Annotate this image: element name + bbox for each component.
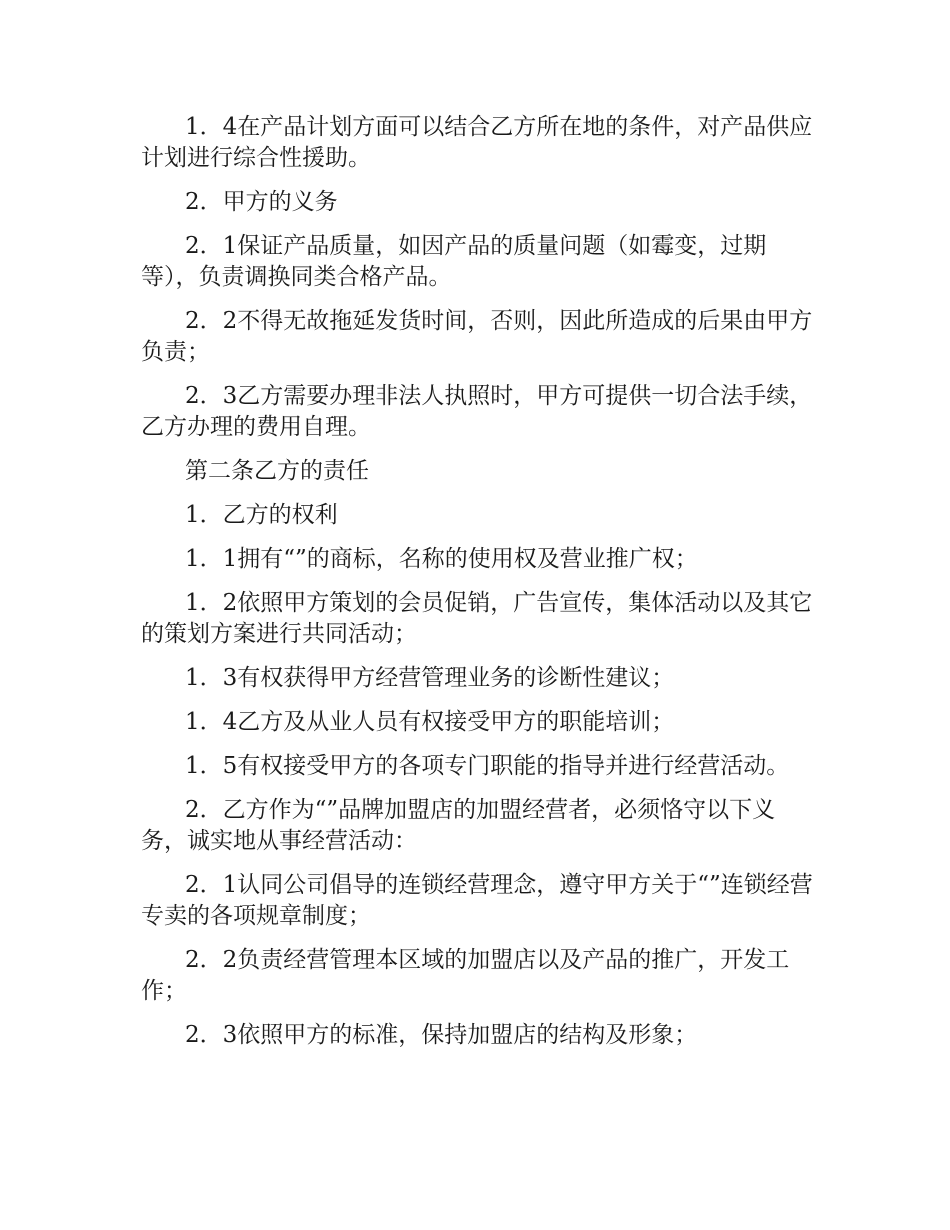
paragraph-1-1-trademark: 1．1拥有“”的商标，名称的使用权及营业推广权； <box>185 546 698 572</box>
document-body <box>141 112 821 1064</box>
paragraph-2-3-store-image: 2．3依照甲方的标准，保持加盟店的结构及形象； <box>185 1022 698 1048</box>
paragraph-1-2-promotion: 1．2依照甲方策划的会员促销，广告宣传，集体活动以及其它的策划方案进行共同活动； <box>141 590 813 647</box>
paragraph-2-3-license: 2．3乙方需要办理非法人执照时，甲方可提供一切合法手续，乙方办理的费用自理。 <box>141 383 813 440</box>
paragraph-2-2-management: 2．2负责经营管理本区域的加盟店以及产品的推广，开发工作； <box>141 947 790 1004</box>
paragraph-1-5-guidance: 1．5有权接受甲方的各项专门职能的指导并进行经营活动。 <box>185 753 790 779</box>
paragraph-article-2-heading: 第二条乙方的责任 <box>185 458 369 484</box>
paragraph-1-4-training: 1．4乙方及从业人员有权接受甲方的职能培训； <box>185 709 675 735</box>
paragraph-1-party-b-rights: 1．乙方的权利 <box>185 502 338 528</box>
paragraph-2-1-rules: 2．1认同公司倡导的连锁经营理念，遵守甲方关于“”连锁经营专卖的各项规章制度； <box>141 872 813 929</box>
paragraph-2-party-a-obligations: 2．甲方的义务 <box>185 189 338 215</box>
paragraph-1-3-advice: 1．3有权获得甲方经营管理业务的诊断性建议； <box>185 665 675 691</box>
paragraph-2-1-quality: 2．1保证产品质量，如因产品的质量问题（如霉变，过期等），负责调换同类合格产品。 <box>141 233 767 290</box>
paragraph-1-4-product-plan: 1．4在产品计划方面可以结合乙方所在地的条件，对产品供应计划进行综合性援助。 <box>141 114 813 171</box>
paragraph-2-party-b-obligations: 2．乙方作为“”品牌加盟店的加盟经营者，必须恪守以下义务，诚实地从事经营活动： <box>141 797 776 854</box>
paragraph-2-2-delivery: 2．2不得无故拖延发货时间，否则，因此所造成的后果由甲方负责； <box>141 308 813 365</box>
